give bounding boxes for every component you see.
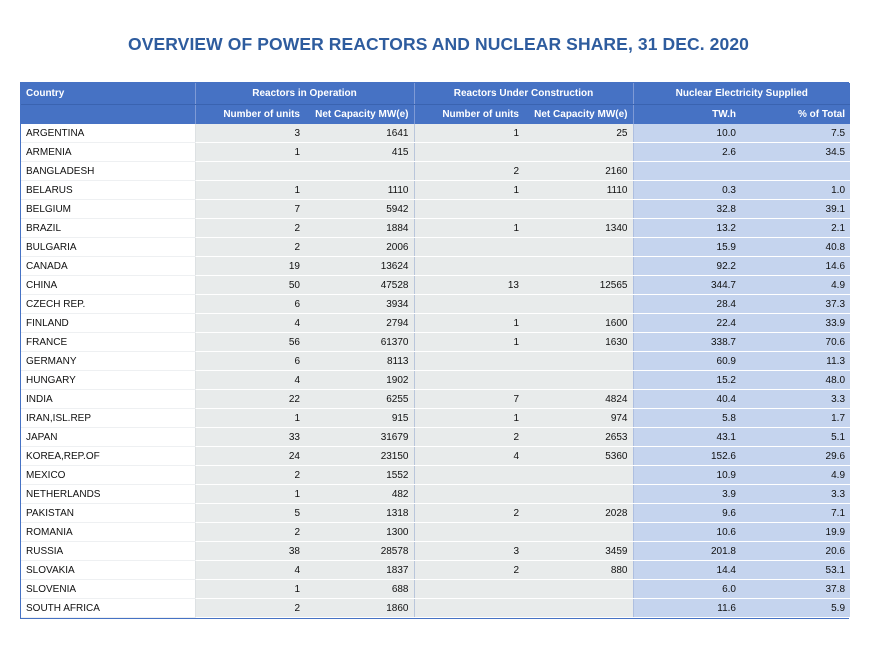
cell-uc-capacity: 1110 xyxy=(524,181,633,200)
cell-pct-total: 37.3 xyxy=(741,295,850,314)
table-row xyxy=(21,181,850,200)
header-pct-total: % of Total xyxy=(741,105,850,125)
table-row xyxy=(21,504,850,523)
cell-op-capacity: 3934 xyxy=(305,295,414,314)
cell-twh: 9.6 xyxy=(633,504,741,523)
cell-twh: 15.9 xyxy=(633,238,741,257)
cell-op-units: 38 xyxy=(195,542,305,561)
cell-op-units: 56 xyxy=(195,333,305,352)
cell-uc-units xyxy=(414,238,524,257)
cell-country: BELARUS xyxy=(21,181,195,200)
table-row xyxy=(21,295,850,314)
cell-country: CZECH REP. xyxy=(21,295,195,314)
cell-pct-total: 20.6 xyxy=(741,542,850,561)
cell-op-units: 4 xyxy=(195,371,305,390)
cell-twh: 92.2 xyxy=(633,257,741,276)
cell-op-units: 2 xyxy=(195,466,305,485)
cell-twh: 60.9 xyxy=(633,352,741,371)
cell-op-units: 24 xyxy=(195,447,305,466)
table-row xyxy=(21,219,850,238)
cell-twh: 10.9 xyxy=(633,466,741,485)
cell-uc-capacity xyxy=(524,238,633,257)
cell-uc-capacity: 25 xyxy=(524,124,633,143)
cell-uc-capacity xyxy=(524,599,633,618)
cell-uc-capacity xyxy=(524,523,633,542)
cell-op-units: 33 xyxy=(195,428,305,447)
cell-twh: 344.7 xyxy=(633,276,741,295)
table-row xyxy=(21,523,850,542)
cell-uc-capacity xyxy=(524,466,633,485)
cell-op-capacity: 2794 xyxy=(305,314,414,333)
cell-op-capacity: 482 xyxy=(305,485,414,504)
cell-op-capacity: 6255 xyxy=(305,390,414,409)
cell-uc-units: 1 xyxy=(414,181,524,200)
cell-op-units: 22 xyxy=(195,390,305,409)
cell-op-units: 2 xyxy=(195,523,305,542)
cell-op-units: 19 xyxy=(195,257,305,276)
cell-country: PAKISTAN xyxy=(21,504,195,523)
cell-uc-capacity xyxy=(524,485,633,504)
cell-uc-units: 13 xyxy=(414,276,524,295)
cell-twh: 2.6 xyxy=(633,143,741,162)
header-under-construction: Reactors Under Construction xyxy=(414,83,633,105)
cell-country: ROMANIA xyxy=(21,523,195,542)
cell-pct-total: 37.8 xyxy=(741,580,850,599)
cell-twh: 338.7 xyxy=(633,333,741,352)
cell-country: SLOVENIA xyxy=(21,580,195,599)
cell-uc-units xyxy=(414,143,524,162)
cell-pct-total: 1.0 xyxy=(741,181,850,200)
cell-uc-capacity xyxy=(524,257,633,276)
cell-uc-capacity: 1340 xyxy=(524,219,633,238)
cell-country: MEXICO xyxy=(21,466,195,485)
cell-country: INDIA xyxy=(21,390,195,409)
header-electricity-supplied: Nuclear Electricity Supplied xyxy=(633,83,850,105)
cell-uc-capacity: 1600 xyxy=(524,314,633,333)
cell-uc-capacity: 880 xyxy=(524,561,633,580)
cell-pct-total: 4.9 xyxy=(741,276,850,295)
cell-uc-units: 2 xyxy=(414,428,524,447)
cell-pct-total: 53.1 xyxy=(741,561,850,580)
cell-uc-capacity xyxy=(524,143,633,162)
page-title: OVERVIEW OF POWER REACTORS AND NUCLEAR SHARE, 31 DEC. 2020 xyxy=(128,34,749,54)
table-row xyxy=(21,314,850,333)
header-in-operation: Reactors in Operation xyxy=(195,83,414,105)
cell-uc-units xyxy=(414,466,524,485)
cell-twh: 3.9 xyxy=(633,485,741,504)
cell-country: HUNGARY xyxy=(21,371,195,390)
cell-op-units: 1 xyxy=(195,181,305,200)
cell-uc-capacity: 1630 xyxy=(524,333,633,352)
table-row xyxy=(21,257,850,276)
cell-pct-total: 39.1 xyxy=(741,200,850,219)
cell-uc-units: 4 xyxy=(414,447,524,466)
cell-op-units: 50 xyxy=(195,276,305,295)
table-header xyxy=(21,83,850,124)
cell-uc-units: 1 xyxy=(414,219,524,238)
table-row xyxy=(21,466,850,485)
cell-uc-capacity: 2028 xyxy=(524,504,633,523)
cell-uc-units: 1 xyxy=(414,124,524,143)
cell-op-capacity: 915 xyxy=(305,409,414,428)
cell-op-units: 1 xyxy=(195,143,305,162)
cell-op-capacity: 61370 xyxy=(305,333,414,352)
reactor-table-container xyxy=(20,82,849,619)
cell-uc-units: 2 xyxy=(414,162,524,181)
cell-uc-capacity xyxy=(524,352,633,371)
cell-country: FINLAND xyxy=(21,314,195,333)
cell-uc-units xyxy=(414,580,524,599)
cell-op-capacity: 31679 xyxy=(305,428,414,447)
cell-uc-capacity xyxy=(524,580,633,599)
cell-op-units: 1 xyxy=(195,485,305,504)
cell-op-capacity: 1110 xyxy=(305,181,414,200)
cell-op-units: 5 xyxy=(195,504,305,523)
cell-uc-units: 1 xyxy=(414,409,524,428)
header-op-capacity: Net Capacity MW(e) xyxy=(305,105,414,125)
cell-pct-total: 19.9 xyxy=(741,523,850,542)
cell-country: BELGIUM xyxy=(21,200,195,219)
cell-uc-units xyxy=(414,295,524,314)
cell-twh: 10.6 xyxy=(633,523,741,542)
cell-twh: 10.0 xyxy=(633,124,741,143)
cell-twh xyxy=(633,162,741,181)
table-row xyxy=(21,390,850,409)
cell-country: SLOVAKIA xyxy=(21,561,195,580)
cell-op-capacity: 1300 xyxy=(305,523,414,542)
cell-op-units: 2 xyxy=(195,599,305,618)
cell-op-units: 2 xyxy=(195,238,305,257)
cell-twh: 28.4 xyxy=(633,295,741,314)
cell-pct-total: 5.9 xyxy=(741,599,850,618)
cell-pct-total: 7.5 xyxy=(741,124,850,143)
cell-country: FRANCE xyxy=(21,333,195,352)
cell-pct-total: 14.6 xyxy=(741,257,850,276)
cell-op-capacity: 1902 xyxy=(305,371,414,390)
cell-uc-units: 2 xyxy=(414,561,524,580)
cell-twh: 13.2 xyxy=(633,219,741,238)
cell-pct-total: 4.9 xyxy=(741,466,850,485)
cell-uc-capacity: 12565 xyxy=(524,276,633,295)
table-row xyxy=(21,143,850,162)
table-row xyxy=(21,162,850,181)
table-row xyxy=(21,371,850,390)
cell-uc-capacity xyxy=(524,200,633,219)
table-row xyxy=(21,200,850,219)
cell-country: IRAN,ISL.REP xyxy=(21,409,195,428)
cell-uc-units: 1 xyxy=(414,333,524,352)
cell-country: JAPAN xyxy=(21,428,195,447)
cell-op-capacity: 1837 xyxy=(305,561,414,580)
cell-twh: 5.8 xyxy=(633,409,741,428)
cell-uc-capacity: 5360 xyxy=(524,447,633,466)
cell-country: CANADA xyxy=(21,257,195,276)
cell-op-capacity: 415 xyxy=(305,143,414,162)
cell-twh: 152.6 xyxy=(633,447,741,466)
cell-twh: 43.1 xyxy=(633,428,741,447)
table-body xyxy=(21,124,850,618)
cell-pct-total: 48.0 xyxy=(741,371,850,390)
cell-uc-capacity: 3459 xyxy=(524,542,633,561)
cell-country: GERMANY xyxy=(21,352,195,371)
cell-uc-capacity xyxy=(524,295,633,314)
cell-uc-units: 2 xyxy=(414,504,524,523)
cell-op-units: 1 xyxy=(195,409,305,428)
cell-uc-units xyxy=(414,371,524,390)
cell-uc-capacity: 974 xyxy=(524,409,633,428)
cell-uc-capacity: 4824 xyxy=(524,390,633,409)
cell-pct-total: 33.9 xyxy=(741,314,850,333)
cell-uc-units xyxy=(414,599,524,618)
cell-op-units: 6 xyxy=(195,352,305,371)
cell-twh: 22.4 xyxy=(633,314,741,333)
cell-op-capacity xyxy=(305,162,414,181)
cell-country: CHINA xyxy=(21,276,195,295)
cell-uc-units: 1 xyxy=(414,314,524,333)
table-row xyxy=(21,238,850,257)
cell-uc-units xyxy=(414,200,524,219)
cell-uc-units xyxy=(414,485,524,504)
table-row xyxy=(21,352,850,371)
cell-op-capacity: 1641 xyxy=(305,124,414,143)
cell-uc-capacity xyxy=(524,371,633,390)
header-row-columns xyxy=(21,105,850,125)
cell-op-capacity: 1552 xyxy=(305,466,414,485)
cell-twh: 201.8 xyxy=(633,542,741,561)
cell-twh: 0.3 xyxy=(633,181,741,200)
cell-op-capacity: 8113 xyxy=(305,352,414,371)
table-row xyxy=(21,561,850,580)
cell-op-capacity: 28578 xyxy=(305,542,414,561)
cell-op-capacity: 47528 xyxy=(305,276,414,295)
cell-twh: 6.0 xyxy=(633,580,741,599)
header-twh: TW.h xyxy=(633,105,741,125)
table-row xyxy=(21,599,850,618)
cell-op-units: 3 xyxy=(195,124,305,143)
table-row xyxy=(21,542,850,561)
cell-uc-units xyxy=(414,352,524,371)
cell-op-units: 7 xyxy=(195,200,305,219)
cell-pct-total: 3.3 xyxy=(741,390,850,409)
table-row xyxy=(21,333,850,352)
table-row xyxy=(21,580,850,599)
cell-uc-units xyxy=(414,523,524,542)
cell-pct-total xyxy=(741,162,850,181)
cell-pct-total: 3.3 xyxy=(741,485,850,504)
header-uc-capacity: Net Capacity MW(e) xyxy=(524,105,633,125)
cell-op-capacity: 1884 xyxy=(305,219,414,238)
cell-country: NETHERLANDS xyxy=(21,485,195,504)
cell-pct-total: 2.1 xyxy=(741,219,850,238)
cell-op-units xyxy=(195,162,305,181)
cell-pct-total: 34.5 xyxy=(741,143,850,162)
table-row xyxy=(21,428,850,447)
reactor-table xyxy=(21,83,850,618)
cell-op-units: 4 xyxy=(195,561,305,580)
cell-twh: 32.8 xyxy=(633,200,741,219)
cell-country: BRAZIL xyxy=(21,219,195,238)
cell-uc-units: 3 xyxy=(414,542,524,561)
cell-country: ARMENIA xyxy=(21,143,195,162)
table-row xyxy=(21,409,850,428)
cell-op-capacity: 1860 xyxy=(305,599,414,618)
cell-op-capacity: 1318 xyxy=(305,504,414,523)
cell-twh: 14.4 xyxy=(633,561,741,580)
cell-country: BULGARIA xyxy=(21,238,195,257)
header-country: Country xyxy=(21,83,195,105)
cell-country: RUSSIA xyxy=(21,542,195,561)
cell-op-units: 4 xyxy=(195,314,305,333)
cell-pct-total: 1.7 xyxy=(741,409,850,428)
cell-op-capacity: 23150 xyxy=(305,447,414,466)
cell-country: SOUTH AFRICA xyxy=(21,599,195,618)
cell-op-capacity: 5942 xyxy=(305,200,414,219)
header-op-units: Number of units xyxy=(195,105,305,125)
header-row-groups xyxy=(21,83,850,105)
table-row xyxy=(21,447,850,466)
cell-country: BANGLADESH xyxy=(21,162,195,181)
header-uc-units: Number of units xyxy=(414,105,524,125)
table-row xyxy=(21,485,850,504)
cell-twh: 11.6 xyxy=(633,599,741,618)
header-blank xyxy=(21,105,195,125)
cell-op-capacity: 13624 xyxy=(305,257,414,276)
cell-country: KOREA,REP.OF xyxy=(21,447,195,466)
cell-uc-units xyxy=(414,257,524,276)
cell-op-capacity: 2006 xyxy=(305,238,414,257)
cell-twh: 40.4 xyxy=(633,390,741,409)
cell-uc-units: 7 xyxy=(414,390,524,409)
cell-op-units: 1 xyxy=(195,580,305,599)
table-row xyxy=(21,124,850,143)
cell-op-capacity: 688 xyxy=(305,580,414,599)
cell-twh: 15.2 xyxy=(633,371,741,390)
cell-uc-capacity: 2653 xyxy=(524,428,633,447)
cell-country: ARGENTINA xyxy=(21,124,195,143)
cell-pct-total: 11.3 xyxy=(741,352,850,371)
cell-pct-total: 29.6 xyxy=(741,447,850,466)
cell-op-units: 6 xyxy=(195,295,305,314)
cell-pct-total: 40.8 xyxy=(741,238,850,257)
cell-pct-total: 70.6 xyxy=(741,333,850,352)
cell-uc-capacity: 2160 xyxy=(524,162,633,181)
table-row xyxy=(21,276,850,295)
cell-op-units: 2 xyxy=(195,219,305,238)
cell-pct-total: 7.1 xyxy=(741,504,850,523)
cell-pct-total: 5.1 xyxy=(741,428,850,447)
